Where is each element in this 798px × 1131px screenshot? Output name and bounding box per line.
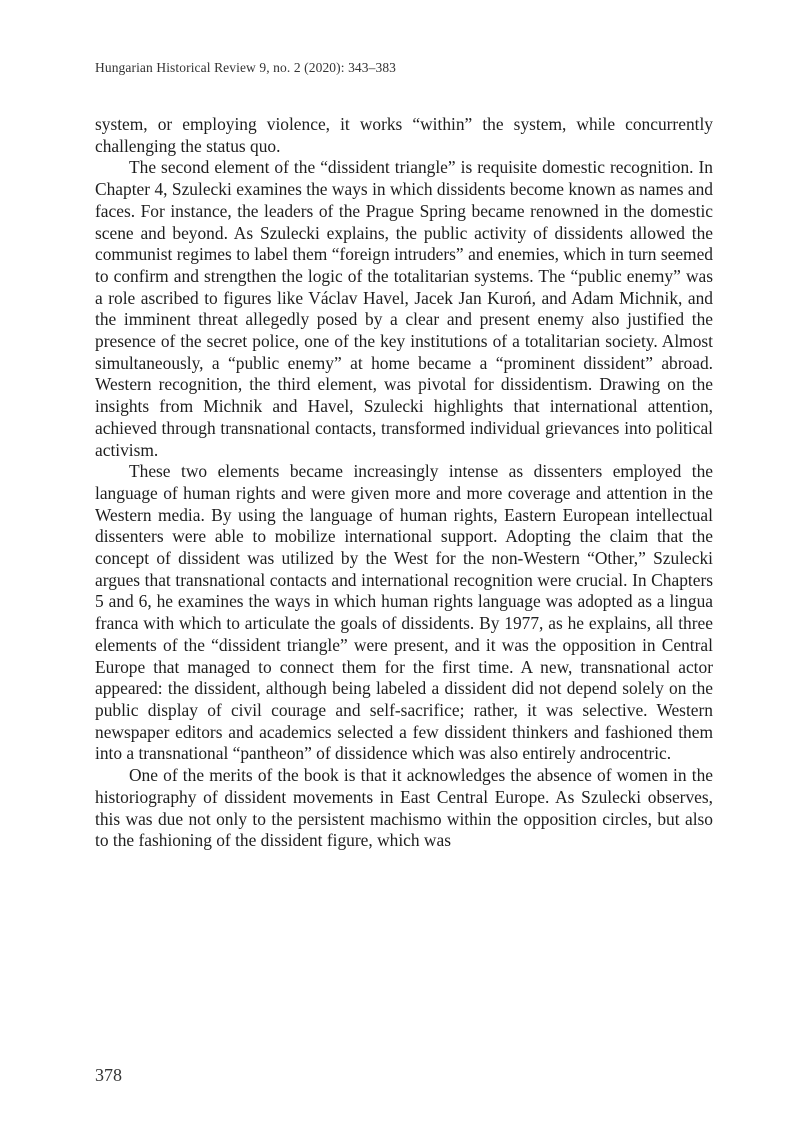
paragraph: These two elements became increasingly intense as dissenters employed the language of human rights and were given more and more coverage and attention in the Western media. By using the language of human rights, Eastern European intellectual dissenters were able to mobilize international support. Adopting the claim that the concept of dissident was utilized by the West for the non-Western “Other,” Szulecki argues that transnational contacts and international recognition were crucial. In Chapters 5 and 6, he examines the ways in which human rights language was adopted as a lingua franca with which to articulate the goals of dissidents. By 1977, as he explains, all three elements of the “dissident triangle” were present, and it was the opposition in Central Europe that managed to connect them for the first time. A new, transnational actor appeared: the dissident, although being labeled a dissident did not depend solely on the public display of civil courage and self-sacrifice; rather, it was selective. Western newspaper editors and academics selected a few dissident thinkers and fashioned them into a transnational “pantheon” of dissidence which was also entirely androcentric. bbox=[95, 461, 713, 764]
paragraph: One of the merits of the book is that it acknowledges the absence of women in the historiography of dissident movements in East Central Europe. As Szulecki observes, this was due not only to the persistent machismo within the opposition circles, but also to the fashioning of the dissident figure, which was bbox=[95, 765, 713, 851]
paragraph-continued: system, or employing violence, it works “within” the system, while concurrently challenging the status quo. bbox=[95, 114, 713, 156]
running-header: Hungarian Historical Review 9, no. 2 (2020): 343–383 bbox=[95, 60, 397, 75]
article-body bbox=[95, 114, 713, 852]
paragraph: The second element of the “dissident triangle” is requisite domestic recognition. In Chapter 4, Szulecki examines the ways in which dissidents become known as names and faces. For instance, the leaders of the Prague Spring became renowned in the domestic scene and beyond. As Szulecki explains, the public activity of dissidents allowed the communist regimes to label them “foreign intruders” and enemies, which in turn seemed to confirm and strengthen the logic of the totalitarian systems. The “public enemy” was a role ascribed to figures like Václav Havel, Jacek Jan Kuroń, and Adam Michnik, and the imminent threat allegedly posed by a clear and present enemy also justified the presence of the secret police, one of the key institutions of a totalitarian society. Almost simultaneously, a “public enemy” at home became a “prominent dissident” abroad. Western recognition, the third element, was pivotal for dissidentism. Drawing on the insights from Michnik and Havel, Szulecki highlights that international attention, achieved through transnational contacts, transformed individual grievances into political activism. bbox=[95, 157, 713, 460]
page-number: 378 bbox=[95, 1065, 122, 1085]
